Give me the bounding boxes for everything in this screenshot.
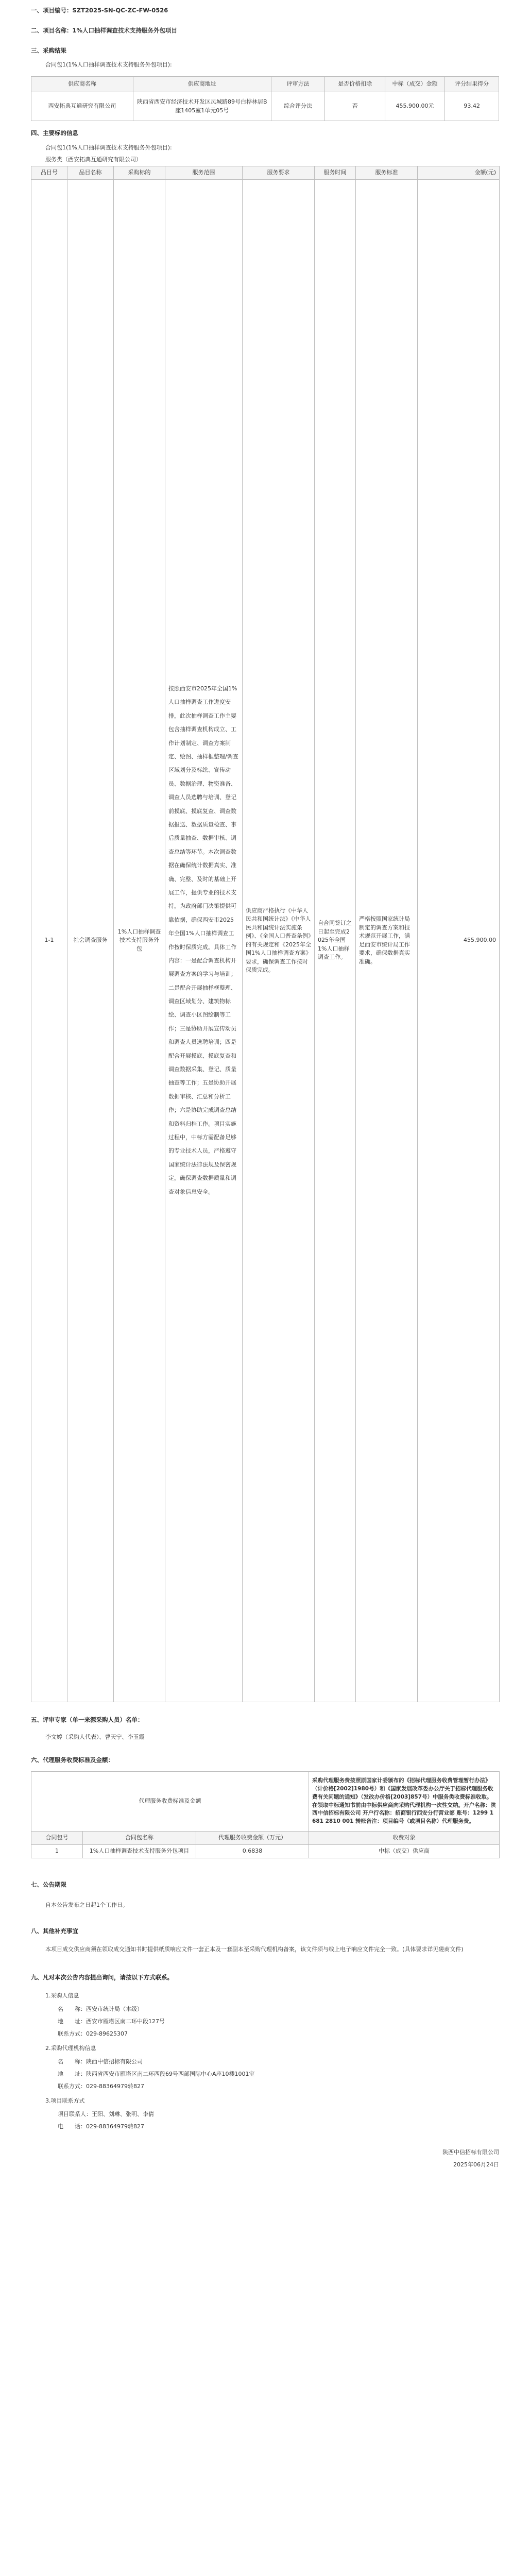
result-cell-deduction: 否 bbox=[325, 92, 385, 121]
result-cell-supplier: 西安拓典互通研究有限公司 bbox=[31, 92, 133, 121]
main-header: 品目名称 bbox=[67, 166, 114, 180]
purchaser-phone: 联系方式：029-89625307 bbox=[58, 2030, 128, 2037]
purchaser-title: 1.采购人信息 bbox=[45, 1992, 79, 1999]
result-header: 是否价格扣除 bbox=[325, 77, 385, 92]
agent-fee-text: 采购代理服务费按照原国家计委颁布的《招标代理服务收费管理暂行办法》（计价格[2002]1980号）和《国家发展改革委办公厅关于招标代理服务收费有关问题的通知》（发改办价格[2003]857号）中服务类收费标准收取。在领取中标通知书前由中标供应商向采购代理机构一次性交纳。开户名称：陕西中信招标有限公司 开户行名称：招商银行西安分行营业部 账号：1299 1681 2810 001 转账备注：项目编号（或项目名称）代理服务费。 bbox=[309, 1772, 500, 1832]
agent-fee-header: 代理服务收费金额（万元） bbox=[196, 1832, 309, 1845]
main-cell-target: 1%人口抽样调查技术支持服务外包 bbox=[114, 179, 165, 1702]
agent-fee-table-wrap bbox=[31, 1771, 499, 1858]
footer-date: 2025年06月24日 bbox=[453, 2161, 499, 2168]
result-cell-address: 陕西省西安市经济技术开发区凤城路89号白桦林居B座1405室1单元05号 bbox=[133, 92, 271, 121]
result-header: 评分结果得分 bbox=[445, 77, 499, 92]
main-header: 金额(元) bbox=[418, 166, 500, 180]
project-contact-people: 项目联系人：王阳、刘琳、张明、李倩 bbox=[58, 2111, 154, 2117]
main-header: 品目号 bbox=[31, 166, 67, 180]
agent-info-phone: 联系方式：029-88364979转827 bbox=[58, 2083, 144, 2090]
announce-period-text: 自本公告发布之日起1个工作日。 bbox=[45, 1902, 128, 1908]
main-info-table bbox=[31, 166, 500, 1702]
project-no-label: 一、项目编号： bbox=[31, 7, 73, 14]
agent-fee-table bbox=[31, 1771, 500, 1858]
project-name-line bbox=[31, 26, 177, 35]
result-cell-score: 93.42 bbox=[445, 92, 499, 121]
main-cell-no: 1-1 bbox=[31, 179, 67, 1702]
result-table-wrap bbox=[31, 76, 499, 121]
result-header: 评审方法 bbox=[271, 77, 325, 92]
main-header: 服务标准 bbox=[356, 166, 418, 180]
project-name-value: 1%人口抽样调查技术支持服务外包项目 bbox=[72, 27, 178, 34]
footer-org: 陕西中信招标有限公司 bbox=[442, 2149, 499, 2156]
main-cell-amount: 455,900.00 bbox=[418, 179, 500, 1702]
agent-info-name: 名 称：陕西中信招标有限公司 bbox=[58, 2058, 143, 2065]
purchaser-name: 名 称：西安市统计局（本级） bbox=[58, 2006, 143, 2012]
agent-fee-header: 收费对象 bbox=[309, 1832, 500, 1845]
announce-period-title: 七、公告期限 bbox=[31, 1881, 66, 1888]
main-header: 服务时间 bbox=[315, 166, 356, 180]
result-cell-method: 综合评分法 bbox=[271, 92, 325, 121]
agent-fee-label: 代理服务收费标准及金额 bbox=[31, 1772, 309, 1832]
result-header: 中标（成交）金额 bbox=[385, 77, 444, 92]
contact-title: 九、凡对本次公告内容提出询问，请按以下方式联系。 bbox=[31, 1974, 173, 1981]
main-cell-scope: 按照西安市2025年全国1%人口抽样调查工作进度安排，此次抽样调查工作主要包含抽样调查机构成立、工作计划制定、调查方案制定、绘图、抽样框整理/调查区域划分及标绘、宣传动员、数据治理、物资准备、调查人员选聘与培训、登记前摸底、摸底复查、调查数据报送、数据质量检查、事后质量抽查、数据审核、调查总结等环节。本次调查数据在确保统计数据真实、准确、完整、及时的基础上开展工作，提供专业的技术支持，为政府部门决策提供可靠依据，确保西安市2025年全国1%人口抽样调查工作按时保质完成。具体工作内容：一是配合调查机构开展调查方案的学习与培训；二是配合开展抽样框整理、调查区域划分、建筑物标绘、调查小区图绘制等工作；三是协助开展宣传动员和调查人员选聘培训；四是配合开展摸底、摸底复查和调查数据采集、登记、质量抽查等工作；五是协助开展数据审核、汇总和分析工作；六是协助完成调查总结和资料归档工作。项目实施过程中，中标方需配备足够的专业技术人员，严格遵守国家统计法律法规及保密规定，确保调查数据质量和调查对象信息安全。 bbox=[165, 179, 243, 1702]
agent-fee-title: 六、代理服务收费标准及金额： bbox=[31, 1756, 114, 1764]
experts-title: 五、评审专家（单一来源采购人员）名单： bbox=[31, 1716, 144, 1723]
agent-fee-cell: 1 bbox=[31, 1845, 83, 1858]
result-title: 三、采购结果 bbox=[31, 47, 66, 54]
main-info-provider-line: 服务类（西安拓典互通研究有限公司） bbox=[45, 156, 142, 163]
agent-info-address: 地 址：陕西省西安市雁塔区南二环西段69号西部国际中心A座10楼1001室 bbox=[58, 2071, 255, 2077]
agent-fee-header: 合同包号 bbox=[31, 1832, 83, 1845]
other-text: 本项目成交供应商须在领取成交通知书时提供纸质响应文件一套正本及一套副本至采购代理机构备案，该文件须与线上电子响应文件完全一致。(具体要求详见磋商文件) bbox=[45, 1946, 464, 1953]
main-cell-time: 自合同签订之日起至完成2025年全国1%人口抽样调查工作。 bbox=[315, 179, 356, 1702]
project-name-label: 二、项目名称： bbox=[31, 27, 73, 34]
agent-info-title: 2.采购代理机构信息 bbox=[45, 2045, 96, 2052]
project-no-line bbox=[31, 6, 168, 15]
main-cell-standard: 严格按照国家统计局制定的调查方案和技术规范开展工作，满足西安市统计局工作要求，确保数据真实准确。 bbox=[356, 179, 418, 1702]
other-title: 八、其他补充事宜 bbox=[31, 1927, 78, 1935]
result-header: 供应商名称 bbox=[31, 77, 133, 92]
project-contact-title: 3.项目联系方式 bbox=[45, 2097, 85, 2104]
result-table bbox=[31, 76, 499, 121]
main-header: 采购标的 bbox=[114, 166, 165, 180]
agent-fee-cell: 中标（成交）供应商 bbox=[309, 1845, 500, 1858]
experts-value: 李文婷（采购人代表）、曹天宁、李玉霞 bbox=[45, 1734, 145, 1740]
main-info-title: 四、主要标的信息 bbox=[31, 129, 78, 137]
main-cell-requirement: 供应商严格执行《中华人民共和国统计法》《中华人民共和国统计法实施条例》、《全国人口普查条例》的有关规定和《2025年全国1%人口抽样调查方案》要求，确保调查工作按时保质完成。 bbox=[243, 179, 315, 1702]
agent-fee-header: 合同包名称 bbox=[83, 1832, 196, 1845]
result-header: 供应商地址 bbox=[133, 77, 271, 92]
project-no-value: SZT2025-SN-QC-ZC-FW-0526 bbox=[72, 7, 168, 14]
main-header: 服务要求 bbox=[243, 166, 315, 180]
agent-fee-cell: 0.6838 bbox=[196, 1845, 309, 1858]
result-pkg-line: 合同包1(1%人口抽样调查技术支持服务外包项目): bbox=[45, 61, 172, 68]
purchaser-address: 地 址：西安市雁塔区南二环中段127号 bbox=[58, 2018, 165, 2025]
main-header: 服务范围 bbox=[165, 166, 243, 180]
main-cell-category: 社会调查服务 bbox=[67, 179, 114, 1702]
agent-fee-cell: 1%人口抽样调查技术支持服务外包项目 bbox=[83, 1845, 196, 1858]
main-info-pkg-line: 合同包1(1%人口抽样调查技术支持服务外包项目): bbox=[45, 144, 172, 151]
main-info-table-wrap bbox=[31, 166, 499, 1702]
result-cell-amount: 455,900.00元 bbox=[385, 92, 444, 121]
project-contact-phone: 电 话：029-88364979转827 bbox=[58, 2123, 144, 2130]
